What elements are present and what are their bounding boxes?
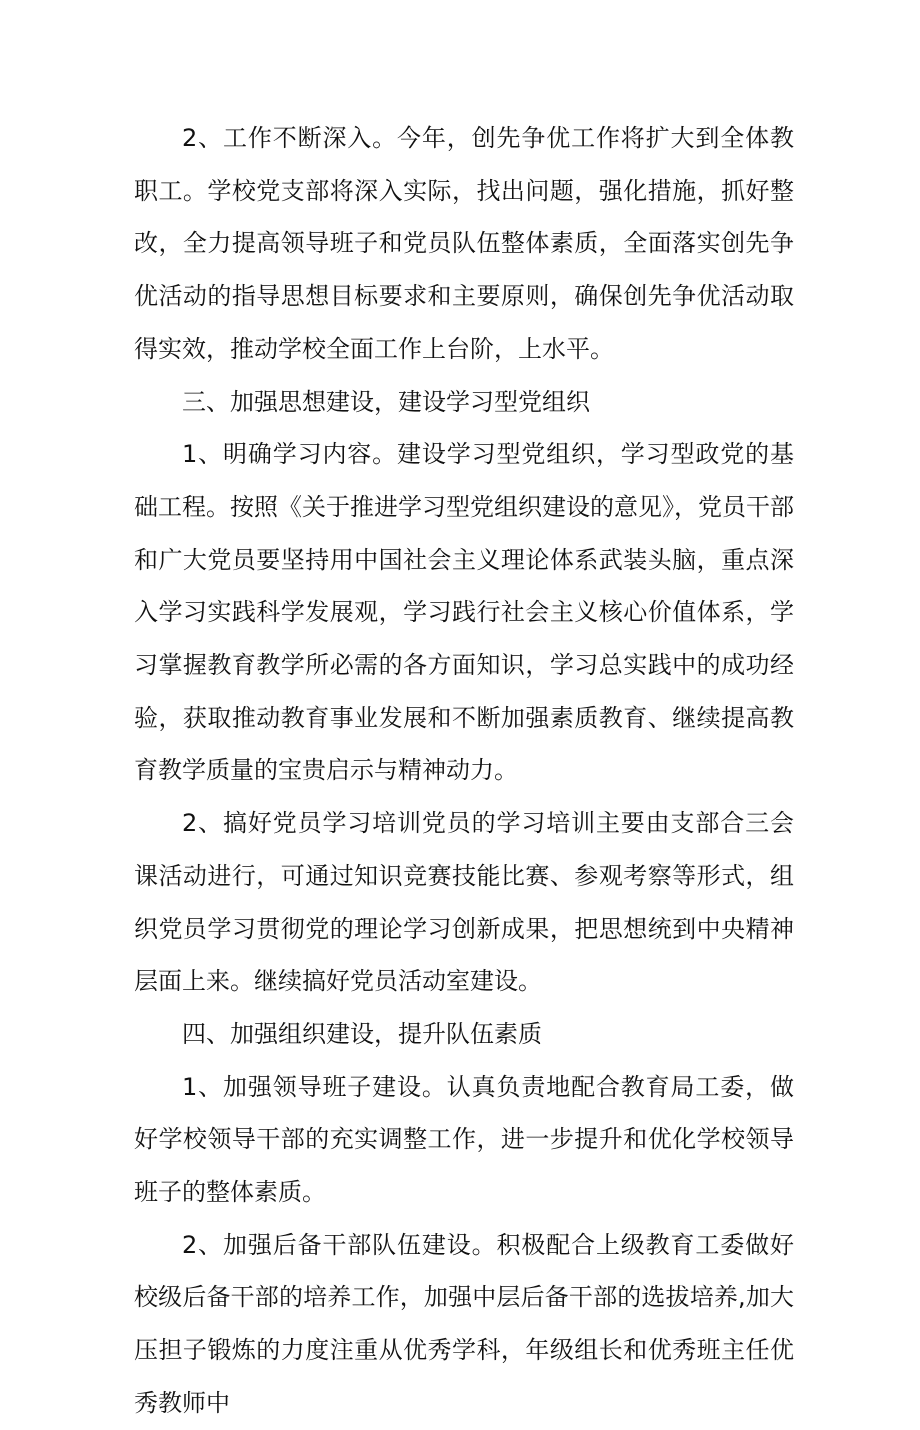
paragraph-member-training: 2、搞好党员学习培训党员的学习培训主要由支部合三会课活动进行，可通过知识竞赛技能比赛、参观考察等形式，组织党员学习贯彻党的理论学习创新成果，把思想统到中央精神层面上来。继续搞好党员活动室建设。: [134, 809, 794, 996]
paragraph-learning-content: 1、明确学习内容。建设学习型党组织，学习型政党的基础工程。按照《关于推进学习型党组织建设的意见》，党员干部和广大党员要坚持用中国社会主义理论体系武装头脑，重点深入学习实践科学发展观，学习践行社会主义核心价值体系，学习掌握教育教学所必需的各方面知识，学习总实践中的成功经验，获取推动教育事业发展和不断加强素质教育、继续提高教育教学质量的宝贵启示与精神动力。: [134, 440, 794, 785]
paragraph-leadership-team: 1、加强领导班子建设。认真负责地配合教育局工委，做好学校领导干部的充实调整工作，进一步提升和优化学校领导班子的整体素质。: [134, 1072, 794, 1207]
section-heading-ideological-building: 三、加强思想建设，建设学习型党组织: [182, 387, 590, 416]
paragraph-work-deepening: 2、工作不断深入。今年，创先争优工作将扩大到全体教职工。学校党支部将深入实际，找出问题，强化措施，抓好整改，全力提高领导班子和党员队伍整体素质，全面落实创先争优活动的指导思想目标要求和主要原则，确保创先争优活动取得实效，推动学校全面工作上台阶，上水平。: [134, 124, 794, 363]
section-heading-organization-building: 四、加强组织建设，提升队伍素质: [182, 1019, 542, 1048]
document-body: [134, 112, 794, 1430]
paragraph-reserve-cadres: 2、加强后备干部队伍建设。积极配合上级教育工委做好校级后备干部的培养工作，加强中层后备干部的选拔培养,加大压担子锻炼的力度注重从优秀学科，年级组长和优秀班主任优秀教师中: [134, 1230, 794, 1417]
